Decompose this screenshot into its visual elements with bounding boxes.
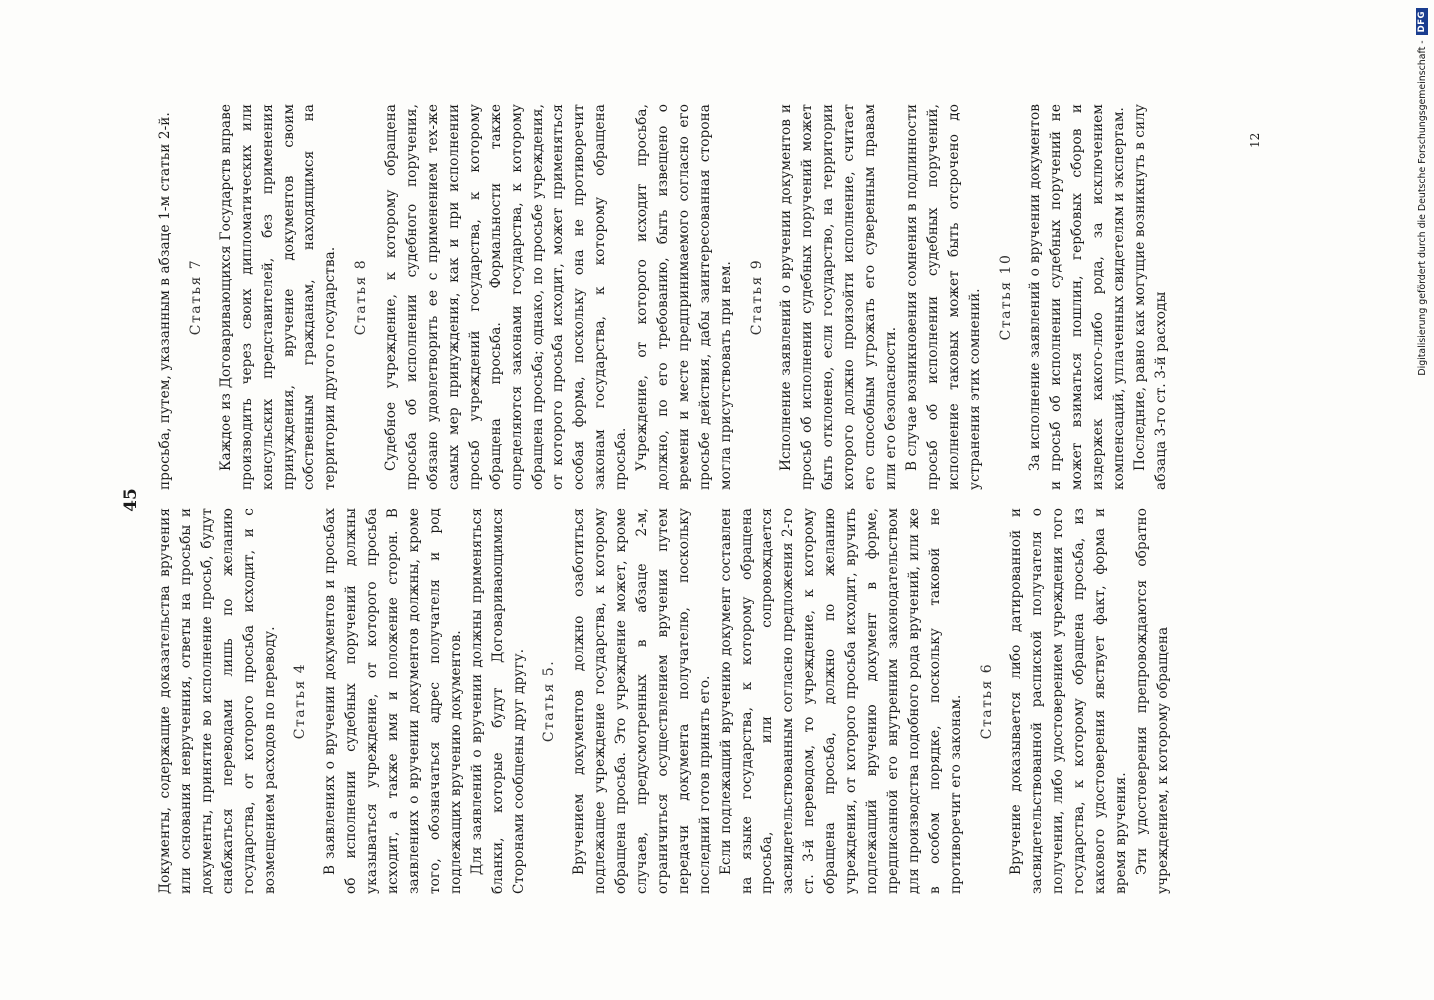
credit-line (1414, 8, 1430, 992)
article-8-paragraph-2: Учреждение, от которого исходит просьба, должно, по его требованию, быть извещено о времени и месте предпринимаемого согласно его просьбе действия, дабы заинтересованная сторона могла присутствовать при нем. (634, 104, 734, 490)
article-5-heading: Статья 5. (541, 659, 558, 743)
digitization-credit (1412, 8, 1432, 992)
right-column (155, 104, 1172, 490)
article-6-paragraph-2: Эти удостоверения препровождаются обратно учреждением, к которому обращена (1133, 508, 1171, 894)
article-10-paragraph-1: За исполнение заявлений о вручении документов и просьб об исполнении судебных поручений не может взиматься пошлин, гербовых сборов и издержек какого-либо рода, за исключением компенсаций, уплаченных свидетелям и экспертам. (1027, 104, 1128, 490)
article-10-paragraph-2: Последние, равно как могущие возникнуть в силу абзаца 3-го ст. 3-й расходы (1131, 104, 1169, 490)
sheet-number: 12 (1248, 132, 1262, 148)
article-6-paragraph-1: Вручение доказывается либо датированной и засвидетельствованной распиской получателя о получении, либо удостоверением учреждения того государства, к которому обращена просьба, из какового удостоверения явствует факт, форма и время вручения. (1008, 508, 1129, 894)
article-9-heading: Статья 9 (748, 258, 765, 336)
article-5-paragraph-2: Если подлежащий вручению документ составлен на языке государства, к которому обращена просьба, или сопровождается засвидетельствованным согласно предложения 2-го ст. 3-й переводом, то учреждение, к которому обращена просьба, должно по желанию учреждения, от которого просьба исходит, вручить подлежащий вручению документ в форме, предписанной его внутренним законодательством для производства подобного рода вручений, или же в особом порядке, поскольку таковой не противоречит его законам. (717, 508, 964, 894)
right-intro-paragraph: просьба, путем, указанным в абзаце 1-м статьи 2-й. (157, 112, 173, 490)
page-number: 45 (121, 488, 141, 512)
article-4-heading: Статья 4 (292, 662, 309, 740)
article-8-paragraph-1: Судебное учреждение, к которому обращена просьба об исполнении судебного поручения, обязано удовлетворить ее с применением тех-же самых мер принуждения, как и при исполнении просьб учреждений государства, к которому обращена просьба. Формальности также определяются законами государства, к которому обращена просьба; однако, по просьбе учреждения, от которого просьба исходит, может применяться особая форма, поскольку она не противоречит законам государства, к которому обращена просьба. (383, 104, 630, 490)
left-column (155, 508, 1174, 894)
article-4-paragraph-2: Для заявлений о вручении должны применяться бланки, которые будут Договаривающимися Сторонами сообщены друг другу. (468, 508, 527, 894)
left-intro-paragraph: Документы, содержащие доказательства вручения или основания неврученния, ответы на просьбы и документы, принятие во исполнение просьб, будут снабжаться переводами лишь по желанию государства, от которого просьба исходит, и с возмещением расходов по переводу. (157, 508, 278, 894)
article-7-paragraph-1: Каждое из Договаривающихся Государств вправе производить через своих дипломатических или консульских представителей, без применения принуждения, вручение документов своим собственным гражданам, находящимся на территории другого государства. (217, 104, 339, 490)
article-4-paragraph-1: В заявлениях о вручении документов и просьбах об исполнении судебных поручений должны указываться учреждение, от которого просьба исходит, а также имя и положение сторон. В заявлениях о вручении документов должны, кроме того, обозначаться адрес получателя и род подлежащих вручению документов. (322, 508, 464, 894)
credit-text: Digitalisierung gefördert durch die Deutsche Forschungsgemeinschaft - (1416, 40, 1428, 376)
article-5-paragraph-1: Вручением документов должно озаботиться подлежащее учреждение государства, к которому обращена просьба. Это учреждение может, кроме случаев, предусмотренных в абзаце 2-м, ограничиться осуществлением вручения путем передачи документа получателю, поскольку последний готов принять его. (571, 508, 713, 894)
article-6-heading: Статья 6 (978, 662, 995, 740)
article-8-heading: Статья 8 (353, 258, 370, 336)
dfg-logo: DFG (1416, 8, 1428, 35)
rotated-page-content (105, 100, 1295, 900)
article-10-heading: Статья 10 (997, 253, 1014, 341)
article-7-heading: Статья 7 (187, 258, 204, 336)
article-9-paragraph-1: Исполнение заявлений о вручении документов и просьб об исполнении судебных поручений может быть отклонено, если государство, на территории которого должно произойти исполнение, считает его способным угрожать его суверенным правам или его безопасности. (778, 104, 899, 490)
article-9-paragraph-2: В случае возникновения сомнения в подлинности просьб об исполнении судебных поручений, исполнение таковых может быть отсрочено до устранения этих сомнений. (903, 104, 983, 490)
